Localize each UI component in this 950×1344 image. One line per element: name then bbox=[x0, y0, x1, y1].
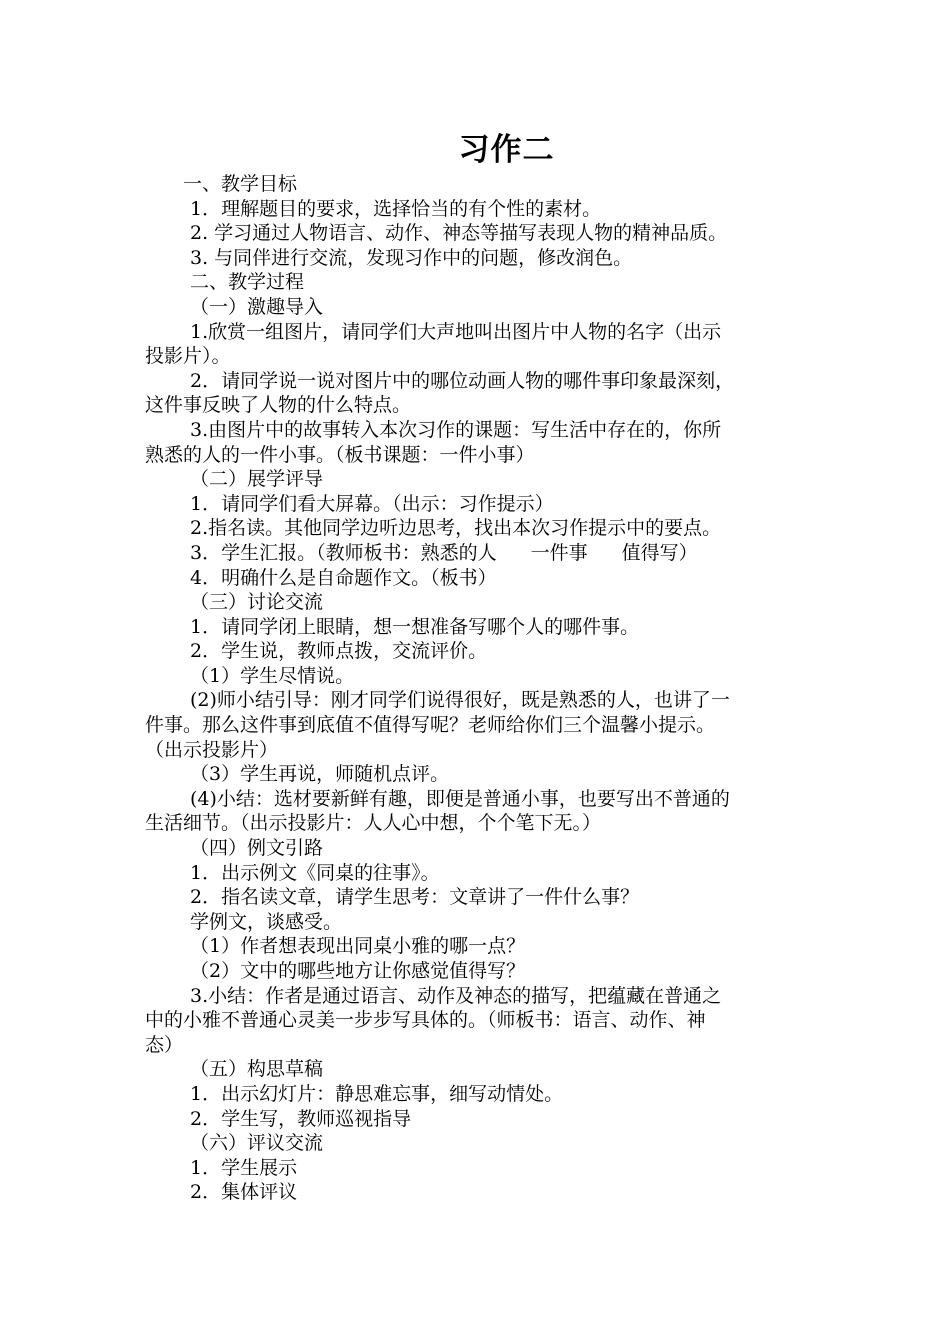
part-heading-4: （四）例文引路 bbox=[190, 837, 324, 860]
paragraph-line: 2．指名读文章，请学生思考：文章讲了一件什么事？ bbox=[190, 886, 640, 909]
part-heading-2: （二）展学评导 bbox=[190, 468, 324, 491]
paragraph-line: （3）学生再说，师随机点评。 bbox=[190, 763, 450, 786]
section-heading-process: 二、教学过程 bbox=[190, 271, 305, 294]
paragraph-line: 1．出示幻灯片：静思难忘事，细写动情处。 bbox=[190, 1082, 564, 1105]
part-heading-5: （五）构思草稿 bbox=[190, 1058, 324, 1081]
paragraph-line bbox=[145, 541, 810, 566]
paragraph-line: （1）作者想表现出同桌小雅的哪一点？ bbox=[190, 935, 526, 958]
document-title: 习作二 bbox=[458, 132, 555, 168]
goal-item-3: 3. 与同伴进行交流，发现习作中的问题，修改润色。 bbox=[190, 246, 633, 269]
paragraph-line: 生活细节。（出示投影片：人人心中想，个个笔下无。） bbox=[145, 812, 602, 835]
paragraph-line: 2．学生写，教师巡视指导 bbox=[190, 1107, 412, 1130]
part-heading-1: （一）激趣导入 bbox=[190, 295, 324, 318]
paragraph-line: （1）学生尽情说。 bbox=[190, 664, 355, 687]
paragraph-line: 1.欣赏一组图片，请同学们大声地叫出图片中人物的名字（出示 bbox=[190, 320, 722, 343]
paragraph-line: 3.小结：作者是通过语言、动作及神态的描写，把蕴藏在普通之 bbox=[190, 984, 722, 1007]
text-segment: 值得写） bbox=[621, 541, 698, 564]
paragraph-line: 1．请同学闭上眼睛，想一想准备写哪个人的哪件事。 bbox=[190, 615, 640, 638]
paragraph-line: 2．学生说，教师点拨，交流评价。 bbox=[190, 640, 488, 663]
paragraph-line: 2．集体评议 bbox=[190, 1181, 298, 1204]
paragraph-line: 1．请同学们看大屏幕。（出示：习作提示） bbox=[190, 492, 554, 515]
paragraph-line: 态） bbox=[145, 1033, 184, 1056]
paragraph-line: （出示投影片） bbox=[145, 738, 279, 761]
paragraph-line: 熟悉的人的一件小事。（板书课题：一件小事） bbox=[145, 443, 535, 466]
document-body bbox=[145, 172, 810, 1205]
paragraph-line: (2)师小结引导：刚才同学们说得很好，既是熟悉的人，也讲了一 bbox=[190, 689, 730, 712]
part-heading-3: （三）讨论交流 bbox=[190, 591, 324, 614]
paragraph-line: 4．明确什么是自命题作文。（板书） bbox=[190, 566, 497, 589]
text-segment: 3．学生汇报。（教师板书：熟悉的人 bbox=[190, 541, 497, 564]
goal-item-1: 1．理解题目的要求，选择恰当的有个性的素材。 bbox=[190, 197, 602, 220]
paragraph-line: 3.由图片中的故事转入本次习作的课题：写生活中存在的，你所 bbox=[190, 418, 722, 441]
paragraph-line: 1．学生展示 bbox=[190, 1156, 298, 1179]
paragraph-line: 2．请同学说一说对图片中的哪位动画人物的哪件事印象最深刻， bbox=[190, 369, 735, 392]
text-segment: 一件事 bbox=[530, 541, 588, 564]
paragraph-line: 这件事反映了人物的什么特点。 bbox=[145, 394, 412, 417]
section-heading-goals: 一、教学目标 bbox=[183, 173, 298, 195]
paragraph-line: 学例文，谈感受。 bbox=[190, 910, 343, 933]
paragraph-line: 1．出示例文《同桌的往事》。 bbox=[190, 861, 440, 884]
paragraph-line: 中的小雅不普通心灵美一步步写具体的。（师板书：语言、动作、神 bbox=[145, 1009, 706, 1032]
goal-item-2: 2. 学习通过人物语言、动作、神态等描写表现人物的精神品质。 bbox=[190, 222, 728, 245]
part-heading-6: （六）评议交流 bbox=[190, 1132, 324, 1155]
paragraph-line: （2）文中的哪些地方让你感觉值得写？ bbox=[190, 960, 526, 982]
paragraph-line: 投影片）。 bbox=[145, 345, 231, 368]
paragraph-line: (4)小结：选材要新鲜有趣，即便是普通小事，也要写出不普通的 bbox=[190, 787, 730, 810]
paragraph-line: 件事。那么这件事到底值不值得写呢？老师给你们三个温馨小提示。 bbox=[145, 714, 716, 737]
paragraph-line: 2.指名读。其他同学边听边思考，找出本次习作提示中的要点。 bbox=[190, 517, 722, 540]
